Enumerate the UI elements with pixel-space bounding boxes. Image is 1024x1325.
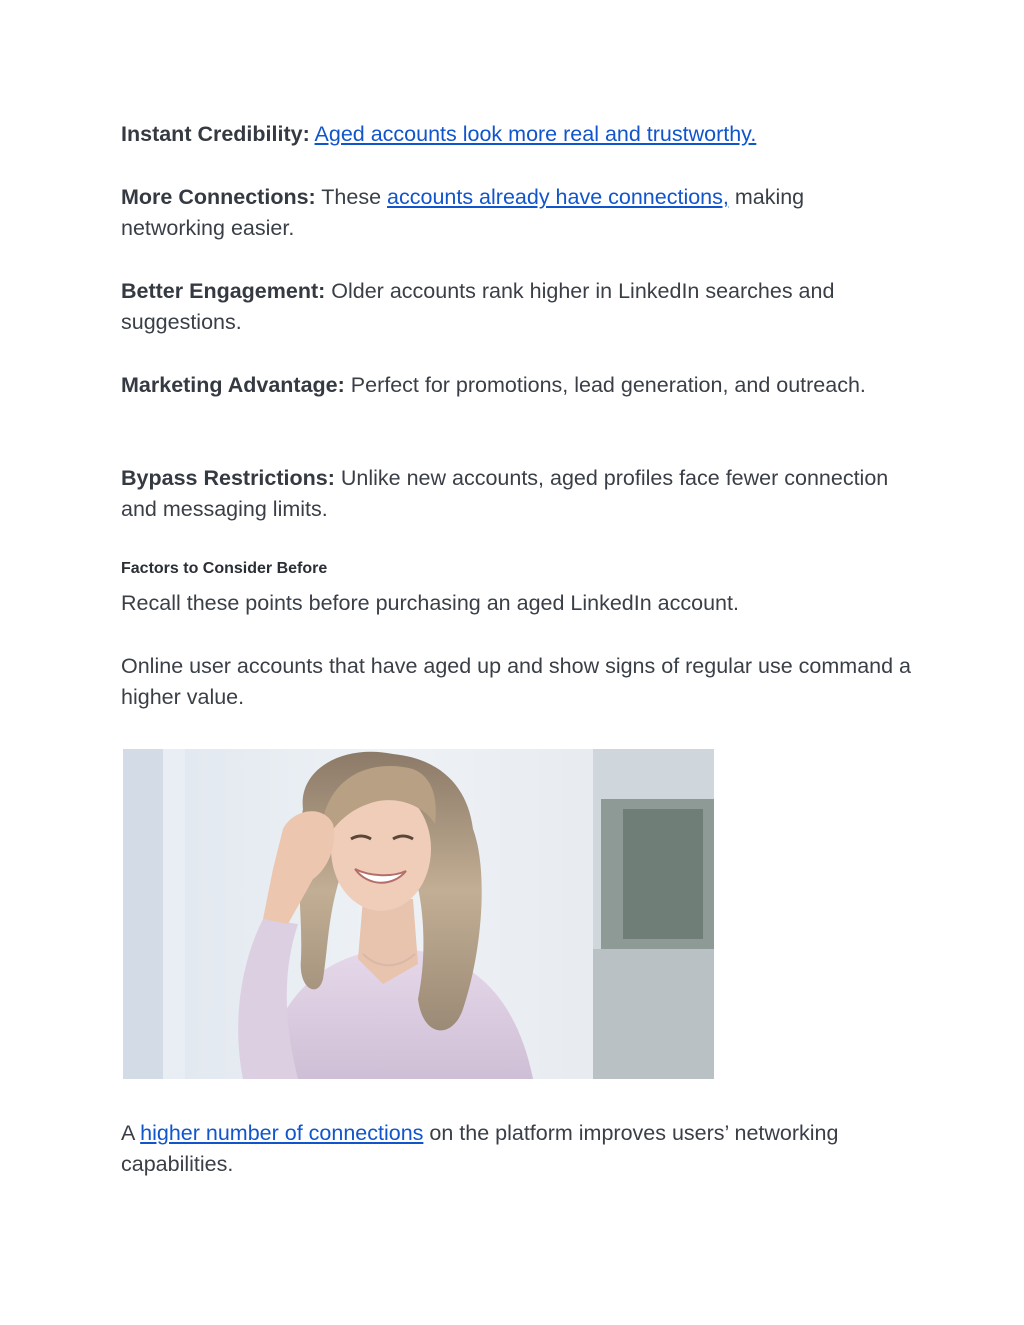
item-instant-credibility — [121, 119, 911, 150]
item-text: Older accounts rank higher in LinkedIn searches and suggestions. — [121, 279, 835, 334]
paragraph-closing — [121, 1118, 911, 1180]
item-label: Bypass Restrictions: — [121, 466, 335, 490]
woman-smiling-photo — [123, 749, 714, 1079]
item-text-after: making networking easier. — [121, 185, 805, 240]
item-marketing-advantage — [121, 370, 911, 401]
paragraph-recall: Recall these points before purchasing an aged LinkedIn account. — [121, 591, 739, 615]
paragraph-online-accounts: Online user accounts that have aged up and show signs of regular use command a higher value. — [121, 654, 912, 709]
item-bypass-restrictions — [121, 463, 911, 525]
section-heading: Factors to Consider Before — [121, 560, 328, 577]
closing-text: A — [121, 1121, 141, 1145]
item-text: These — [315, 185, 388, 209]
item-label: Marketing Advantage: — [121, 373, 345, 397]
item-label: More Connections: — [121, 185, 316, 209]
item-better-engagement — [121, 276, 911, 338]
item-label: Instant Credibility: — [121, 122, 310, 146]
higher-number-of-connections-link[interactable]: higher number of connections — [140, 1121, 424, 1145]
item-text: Unlike new accounts, aged profiles face fewer connection and messaging limits. — [121, 466, 889, 521]
closing-text-after: on the platform improves users’ networking capabilities. — [121, 1121, 839, 1176]
item-label: Better Engagement: — [121, 279, 326, 303]
aged-accounts-link[interactable]: Aged accounts look more real and trustworthy. — [314, 122, 757, 146]
item-text: Perfect for promotions, lead generation, and outreach. — [344, 373, 866, 397]
accounts-connections-link[interactable]: accounts already have connections, — [387, 185, 729, 209]
item-more-connections — [121, 182, 911, 244]
